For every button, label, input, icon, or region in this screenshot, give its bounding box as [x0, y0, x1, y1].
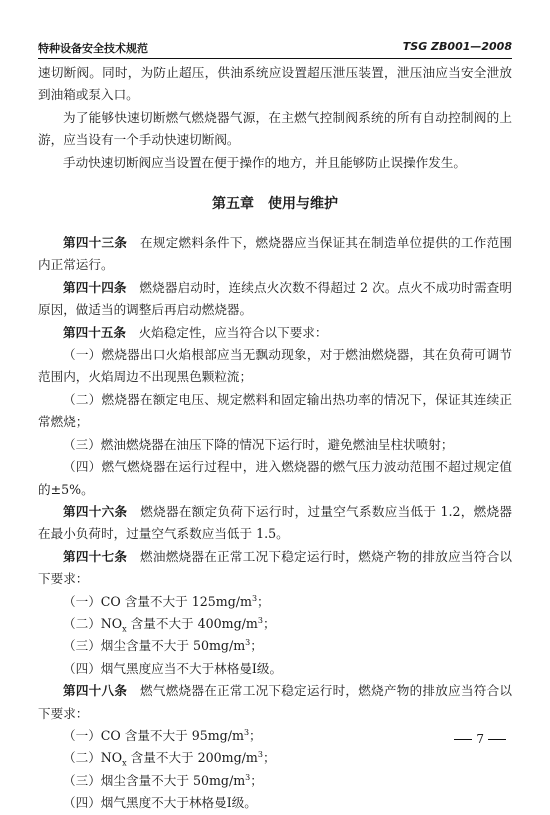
article-48 [38, 680, 512, 725]
page-number: 7 [476, 732, 484, 746]
list-item: （四）燃气燃烧器在运行过程中，进入燃烧器的燃气压力波动范围不超过规定值的±5%。 [38, 459, 512, 497]
footer-dash-right [488, 739, 506, 740]
article-46 [38, 501, 512, 546]
article-text: 火焰稳定性，应当符合以下要求： [138, 324, 328, 340]
header-series-title: 特种设备安全技术规范 [38, 42, 148, 55]
list-item: （三）燃油燃烧器在油压下降的情况下运行时，避免燃油呈柱状喷射； [63, 436, 454, 452]
page-footer [450, 732, 510, 746]
list-item: （二）$NO_x$ 含量不大于 $400mg/m^3$； [63, 615, 276, 634]
article-number: 第四十三条 [63, 235, 128, 251]
article-number: 第四十四条 [63, 279, 127, 295]
page-body [38, 62, 512, 815]
article-43 [38, 232, 512, 277]
article-number: 第四十六条 [63, 503, 128, 519]
article-number: 第四十八条 [63, 683, 128, 699]
chapter-title: 第五章 使用与维护 [212, 196, 338, 213]
list-item: （一）CO 含量不大于 $125mg/m^3$； [63, 593, 270, 609]
article-text: 燃气燃烧器在正常工况下稳定运行时，燃烧产物的排放应当符合以下要求： [38, 683, 513, 721]
article-number: 第四十五条 [63, 324, 126, 340]
article-45 [38, 322, 512, 344]
article-text: 燃油燃烧器在正常工况下稳定运行时，燃烧产物的排放应当符合以下要求： [38, 548, 513, 587]
list-item: （二）燃烧器在额定电压、规定燃料和固定输出热功率的情况下，保证其连续正常燃烧； [38, 391, 512, 430]
paragraph: 手动快速切断阀应当设置在便于操作的地方，并且能够防止误操作发生。 [63, 154, 466, 170]
paragraph: 速切断阀。同时，为防止超压，供油系统应设置超压泄压装置，泄压油应当安全泄放到油箱或泵入口。 [38, 65, 512, 103]
article-text: 燃烧器启动时，连续点火次数不得超过 2 次。点火不成功时需查明原因，做适当的调整后再启动燃烧器。 [38, 279, 512, 318]
list-item: （一）CO 含量不大于 $95mg/m^3$； [63, 727, 262, 743]
article-44 [38, 277, 512, 322]
list-item: （三）烟尘含量不大于 $50mg/m^3$； [63, 638, 263, 654]
header-standard-code: TSG ZB001—2008 [402, 40, 512, 53]
article-number: 第四十七条 [63, 548, 128, 564]
header-divider [38, 58, 512, 59]
footer-dash-left [454, 739, 472, 740]
article-47 [38, 546, 512, 591]
list-item: （四）烟气黑度不大于林格曼Ⅰ级。 [63, 795, 257, 811]
article-text: 在规定燃料条件下，燃烧器应当保证其在制造单位提供的工作范围内正常运行。 [38, 235, 513, 273]
list-item: （四）烟气黑度应当不大于林格曼Ⅰ级。 [63, 660, 283, 676]
article-text: 燃烧器在额定负荷下运行时，过量空气系数应当低于 1.2，燃烧器在最小负荷时，过量空气系数应当低于 1.5。 [38, 503, 513, 542]
list-item: （三）烟尘含量不大于 $50mg/m^3$； [63, 772, 263, 788]
paragraph: 为了能够快速切断燃气燃烧器气源，在主燃气控制阀系统的所有自动控制阀的上游，应当设有一个手动快速切断阀。 [38, 109, 512, 148]
list-item: （一）燃烧器出口火焰根部应当无飘动现象，对于燃油燃烧器，其在负荷可调节范围内，火焰周边不出现黑色颗粒流； [38, 347, 512, 385]
list-item: （二）$NO_x$ 含量不大于 $200mg/m^3$； [63, 750, 276, 768]
